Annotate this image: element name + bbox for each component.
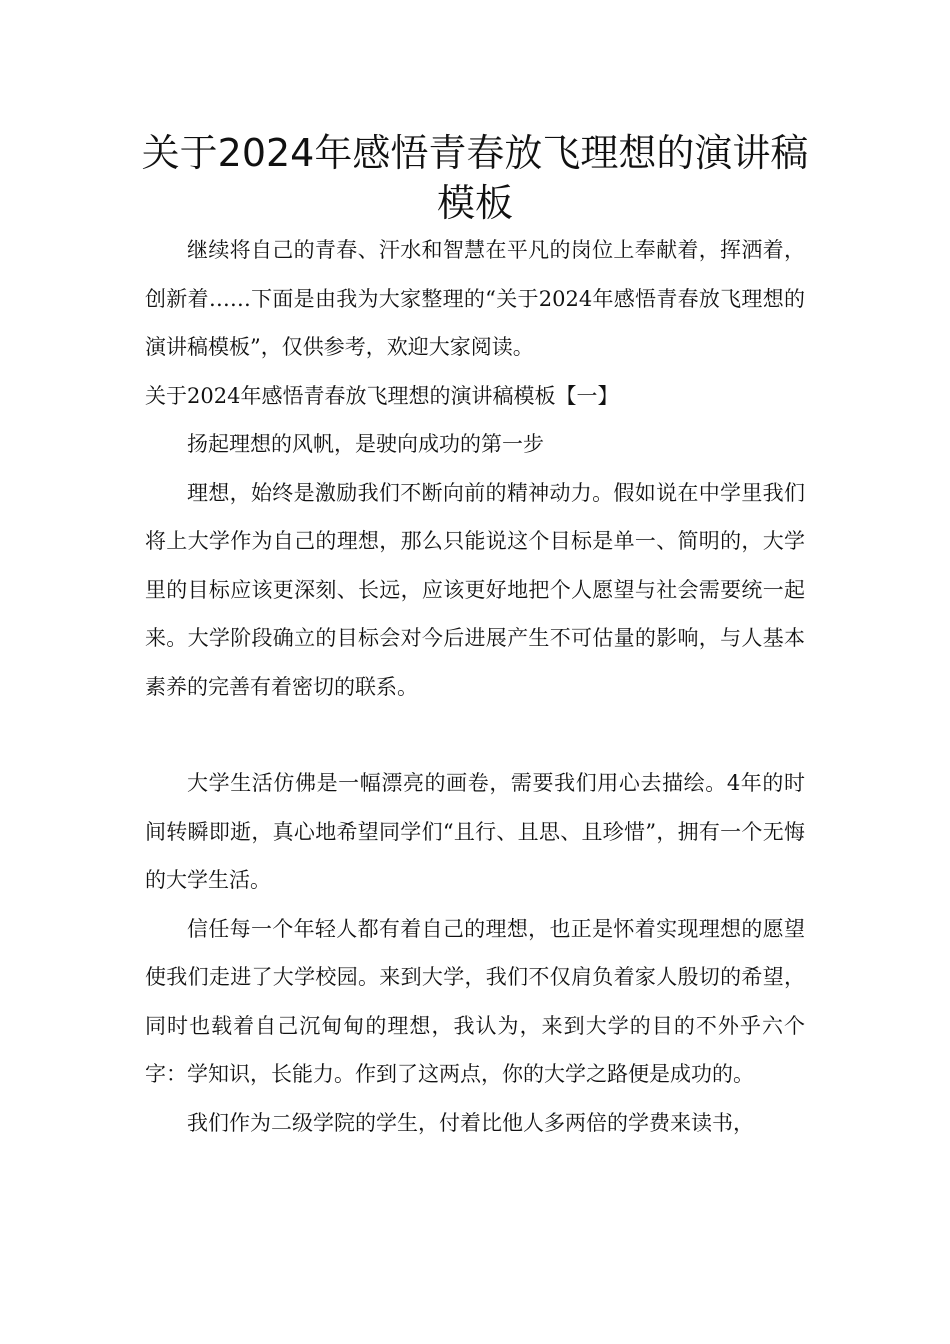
body-paragraph: 理想，始终是激励我们不断向前的精神动力。假如说在中学里我们将上大学作为自己的理想，那么只能说这个目标是单一、简明的，大学里的目标应该更深刻、长远，应该更好地把个人愿望与社会需要统一起来。大学阶段确立的目标会对今后进展产生不可估量的影响，与人基本素养的完善有着密切的联系。 — [145, 480, 805, 699]
document-title: 关于2024年感悟青春放飞理想的演讲稿模板 — [141, 131, 809, 225]
section-subtitle: 扬起理想的风帆，是驶向成功的第一步 — [187, 432, 544, 456]
body-paragraph: 我们作为二级学院的学生，付着比他人多两倍的学费来读书， — [187, 1110, 754, 1135]
section-heading: 关于2024年感悟青春放飞理想的演讲稿模板【一】 — [145, 383, 619, 408]
body-paragraph: 大学生活仿佛是一幅漂亮的画卷，需要我们用心去描绘。4年的时间转瞬即逝，真心地希望同学们“且行、且思、且珍惜”，拥有一个无悔的大学生活。 — [145, 771, 805, 892]
document-body — [145, 226, 805, 1147]
body-paragraph: 信任每一个年轻人都有着自己的理想，也正是怀着实现理想的愿望使我们走进了大学校园。来到大学，我们不仅肩负着家人殷切的希望，同时也载着自己沉甸甸的理想，我认为，来到大学的目的不外乎六个字：学知识，长能力。作到了这两点，你的大学之路便是成功的。 — [145, 916, 805, 1086]
intro-paragraph: 继续将自己的青春、汗水和智慧在平凡的岗位上奉献着，挥洒着，创新着……下面是由我为大家整理的“关于2024年感悟青春放飞理想的演讲稿模板”，仅供参考，欢迎大家阅读。 — [145, 238, 805, 359]
paragraph-spacer — [145, 711, 805, 759]
